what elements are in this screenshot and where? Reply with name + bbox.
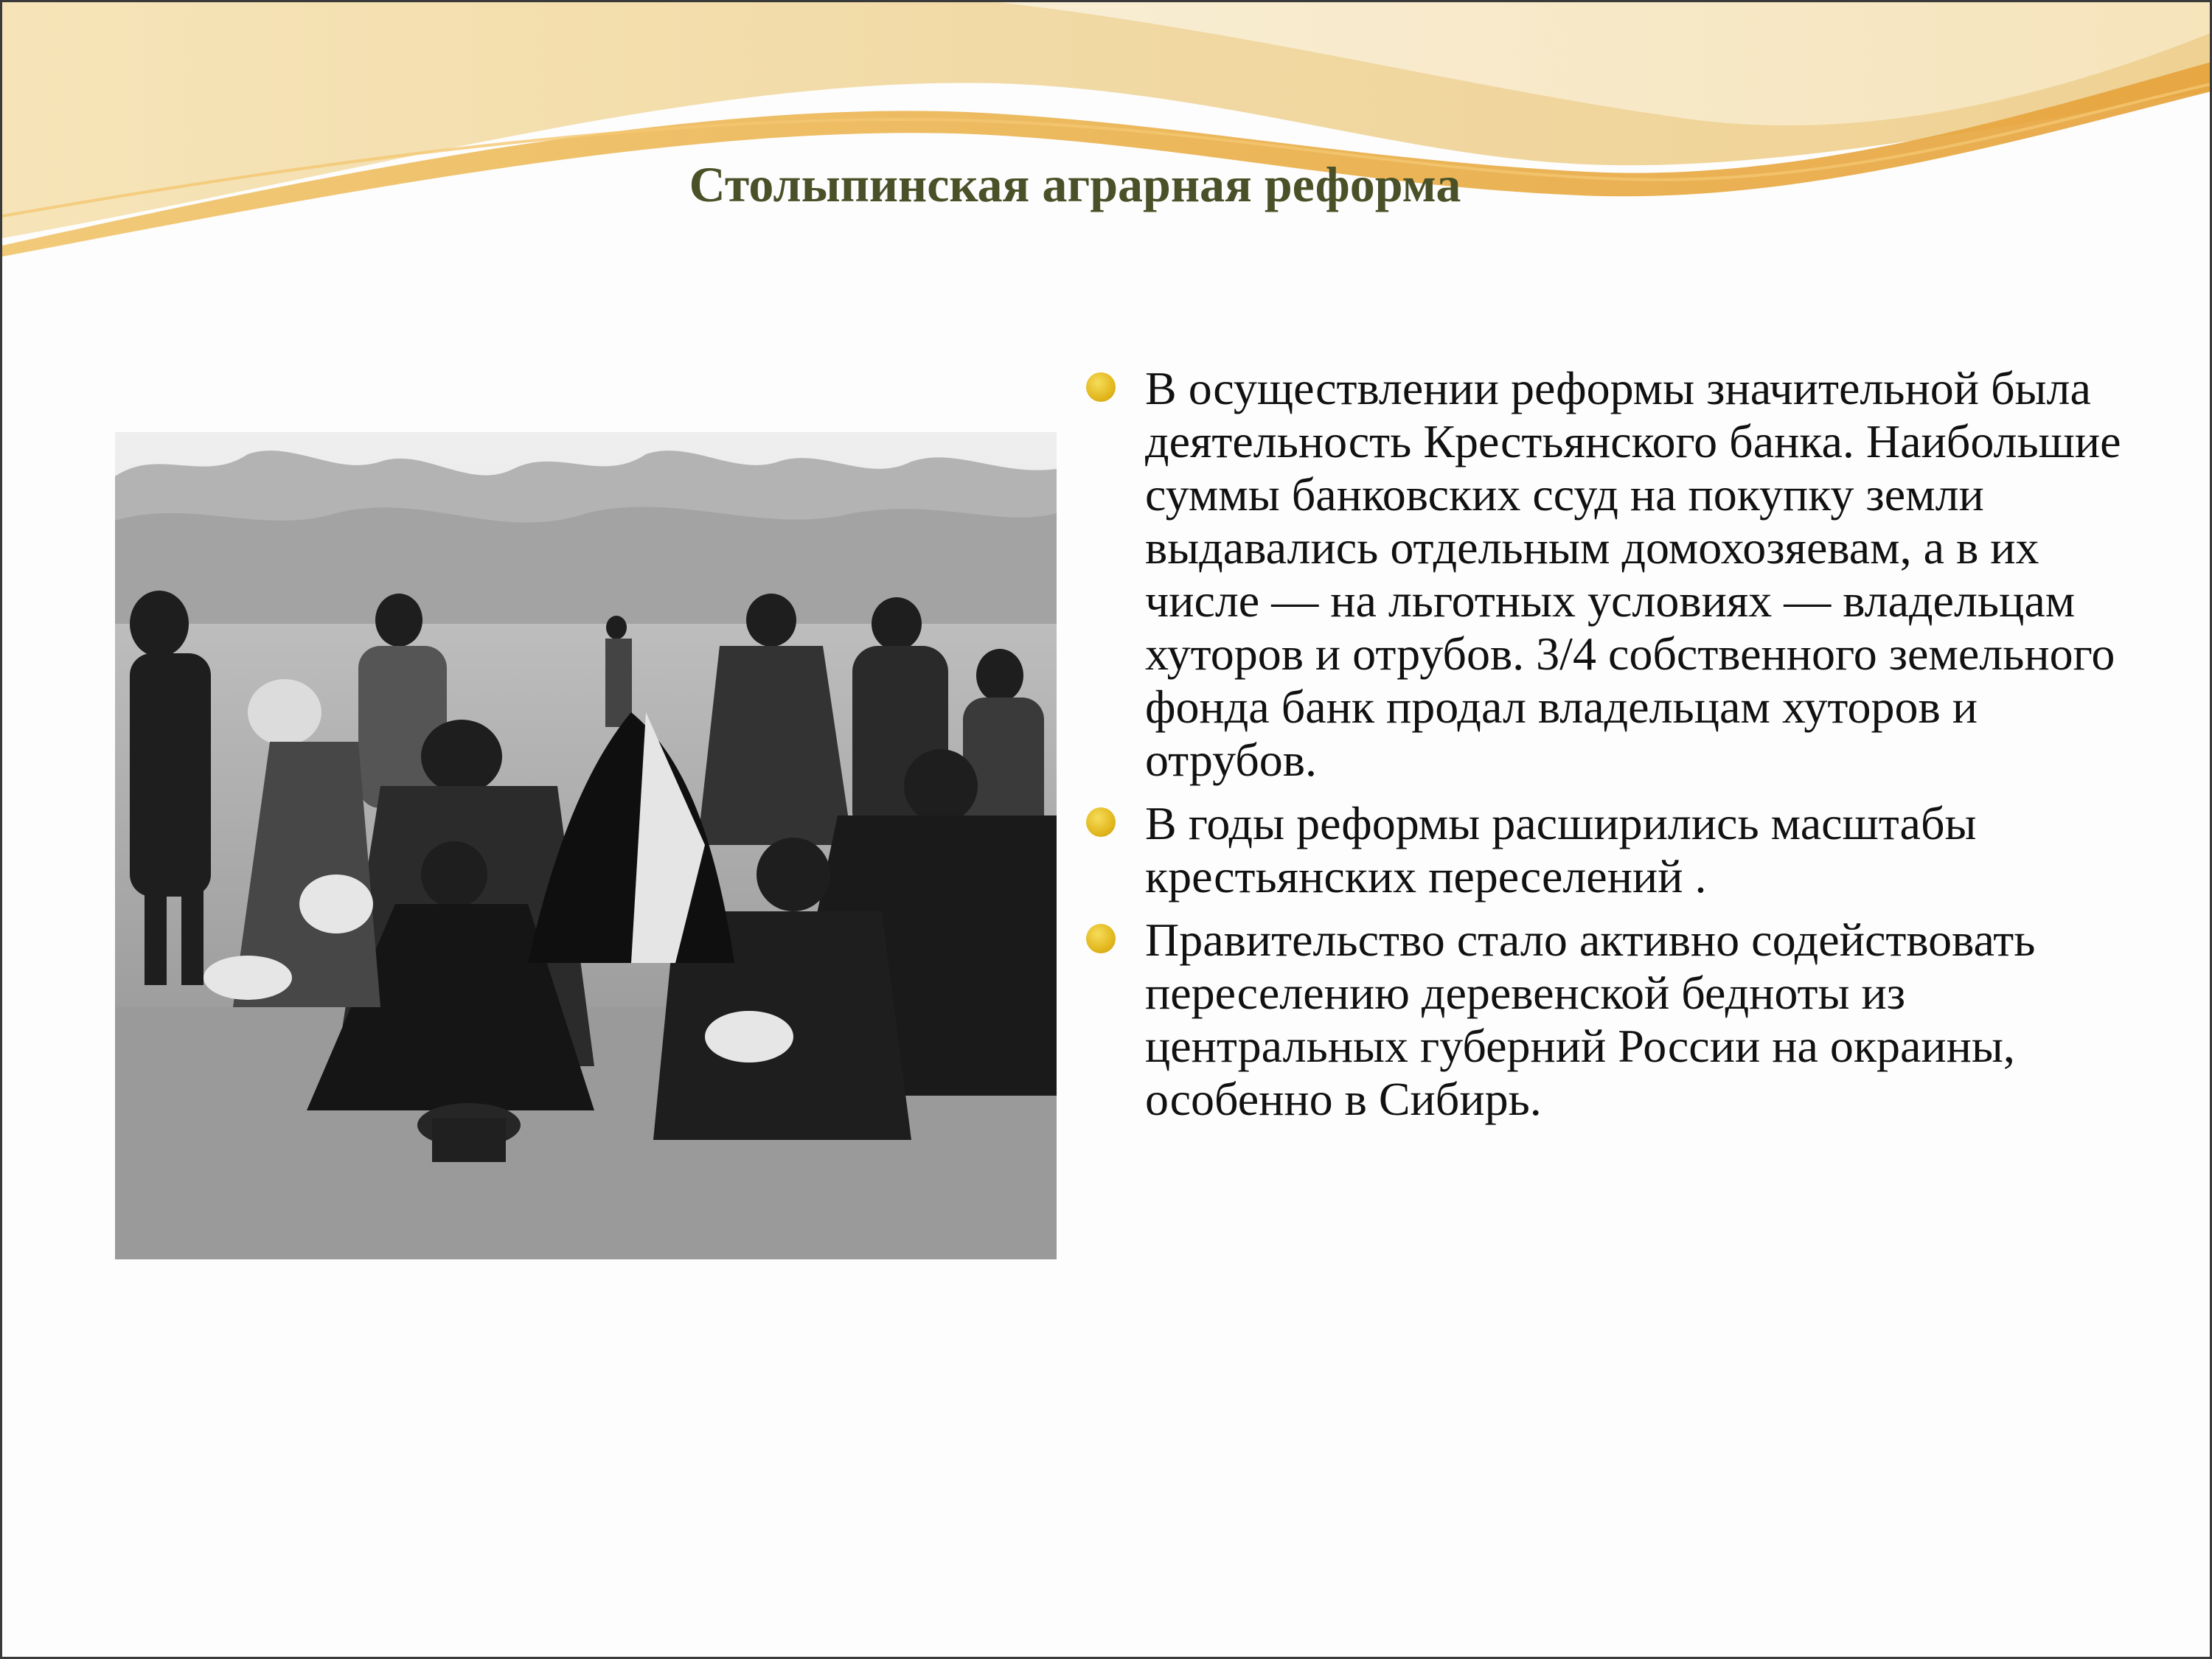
bullet-item-resettlement — [1079, 797, 2126, 903]
slide-title: Столыпинская аграрная реформа — [689, 156, 1461, 212]
bullet-text: Правительство стало активно содействовать переселению деревенской бедноты из центральных губерний России на окраины, особенно в Сибирь. — [1145, 914, 2036, 1125]
bullet-item-government — [1079, 914, 2126, 1126]
bullet-text: В годы реформы расширились масштабы крестьянских переселений . — [1145, 797, 1977, 902]
bullet-text: В осуществлении реформы значительной была деятельность Крестьянского банка. Наибольшие суммы банковских ссуд на покупку земли выдавались отдельным домохозяевам, а в их числе — на льготных условиях — владельцам хуторов и отрубов. 3/4 собственного земельного фонда банк продал владельцам хуторов и отрубов. — [1145, 362, 2121, 786]
bullet-list — [1079, 362, 2126, 1136]
bullet-dot-icon — [1086, 807, 1116, 837]
photo-peasants-settlers-icon — [115, 432, 1057, 1259]
bullet-dot-icon — [1086, 372, 1116, 402]
bullet-dot-icon — [1086, 924, 1116, 953]
decorative-swoosh-header — [2, 2, 2212, 268]
bullet-item-bank — [1079, 362, 2126, 787]
